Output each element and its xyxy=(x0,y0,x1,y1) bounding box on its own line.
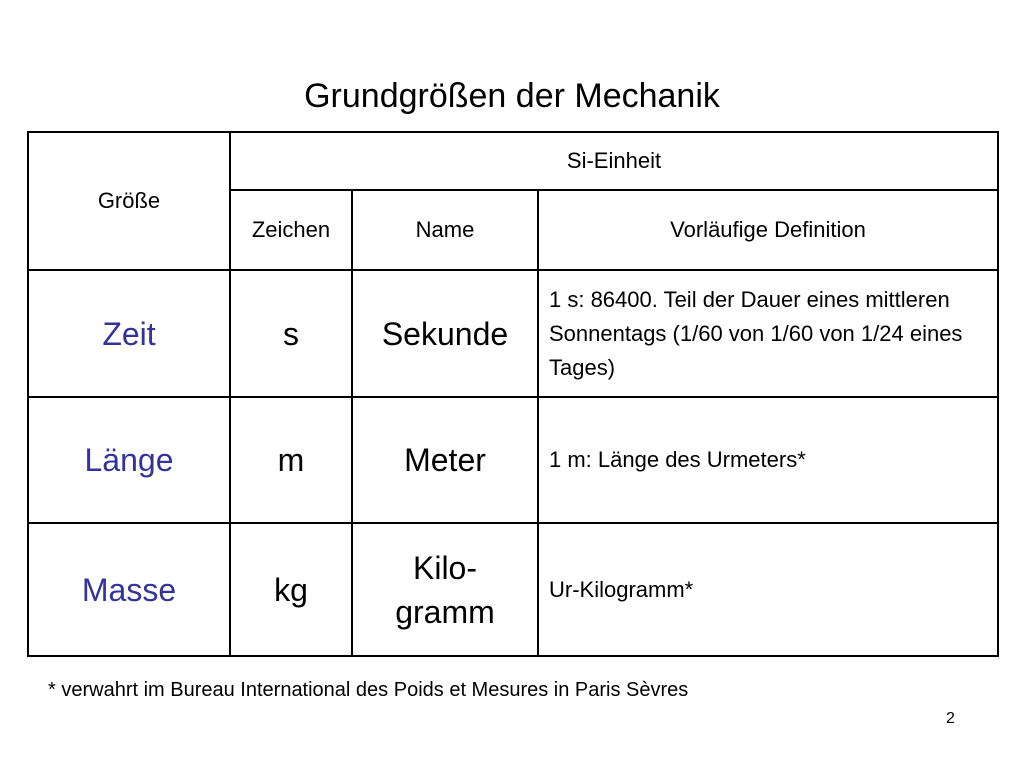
header-si-unit: Si-Einheit xyxy=(230,132,998,190)
symbol-cell: m xyxy=(230,397,352,523)
table-header-row xyxy=(28,132,998,190)
table-row xyxy=(28,523,998,656)
table-row xyxy=(28,397,998,523)
unit-name-cell xyxy=(352,523,538,656)
quantity-cell: Masse xyxy=(28,523,230,656)
symbol-cell: s xyxy=(230,270,352,397)
si-units-table xyxy=(27,131,999,657)
header-quantity: Größe xyxy=(28,132,230,270)
symbol-cell: kg xyxy=(230,523,352,656)
header-name: Name xyxy=(352,190,538,270)
quantity-cell: Zeit xyxy=(28,270,230,397)
footnote: * verwahrt im Bureau International des Poids et Mesures in Paris Sèvres xyxy=(48,679,689,701)
page-number: 2 xyxy=(946,710,955,727)
slide-title: Grundgrößen der Mechanik xyxy=(304,77,720,115)
unit-name-cell: Sekunde xyxy=(352,270,538,397)
header-symbol: Zeichen xyxy=(230,190,352,270)
quantity-cell: Länge xyxy=(28,397,230,523)
unit-name-line: gramm xyxy=(395,593,495,630)
table-row xyxy=(28,270,998,397)
definition-cell: 1 s: 86400. Teil der Dauer eines mittleren Sonnentags (1/60 von 1/60 von 1/24 eines Tages) xyxy=(538,270,998,397)
definition-cell: Ur-Kilogramm* xyxy=(538,523,998,656)
header-definition: Vorläufige Definition xyxy=(538,190,998,270)
unit-name-line: Kilo- xyxy=(412,549,477,586)
definition-cell: 1 m: Länge des Urmeters* xyxy=(538,397,998,523)
unit-name-cell: Meter xyxy=(352,397,538,523)
